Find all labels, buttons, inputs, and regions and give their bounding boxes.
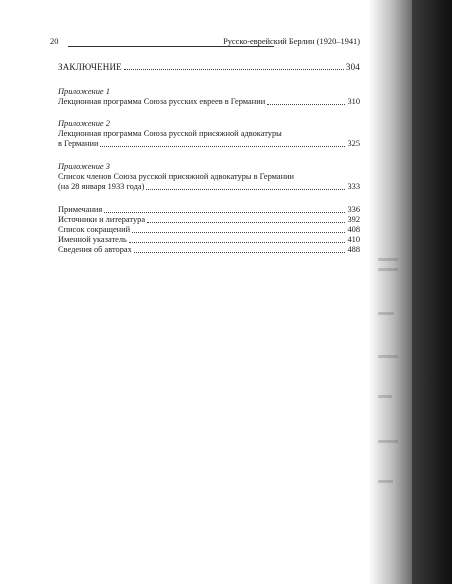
dot-leader — [104, 212, 345, 213]
dot-leader — [124, 69, 344, 70]
dot-leader — [146, 189, 345, 190]
appendix-heading: Приложение 1 — [58, 87, 110, 96]
toc-entry-label: ЗАКЛЮЧЕНИЕ — [58, 62, 122, 72]
toc-entry-page: 410 — [347, 235, 360, 244]
page-number: 20 — [50, 37, 59, 46]
toc-entry-line — [58, 172, 360, 182]
toc-entry-label: Примечания — [58, 205, 103, 214]
toc-entry-conclusion — [58, 62, 360, 72]
dot-leader — [134, 252, 346, 253]
bleed-through-mark — [378, 258, 398, 261]
toc-entry-label: Именной указатель — [58, 235, 127, 244]
toc-entry — [58, 139, 360, 149]
toc-entry-abbreviations — [58, 225, 360, 235]
toc-appendix-1 — [58, 87, 360, 107]
toc-appendix-2 — [58, 119, 360, 149]
dot-leader — [267, 104, 345, 105]
header-rule — [68, 46, 274, 47]
toc-entry-page: 336 — [347, 205, 360, 214]
appendix-heading: Приложение 3 — [58, 162, 110, 171]
toc-entry-page: 333 — [347, 182, 360, 191]
toc-entry-page: 310 — [347, 97, 360, 106]
toc-entry-label: Источники и литература — [58, 215, 146, 224]
toc-entry-page: 408 — [347, 225, 360, 234]
toc-entry-line — [58, 129, 360, 139]
dot-leader — [129, 242, 346, 243]
bleed-through-mark — [378, 440, 398, 443]
toc-entry-page: 488 — [347, 245, 360, 254]
toc-entry — [58, 182, 360, 192]
dot-leader — [147, 222, 345, 223]
bleed-through-mark — [378, 395, 392, 398]
toc-entry-sources — [58, 215, 360, 225]
toc-entry-label: Лекционная программа Союза русских евреев в Германии — [58, 97, 266, 106]
toc-entry-notes — [58, 205, 360, 215]
toc-entry-name-index — [58, 235, 360, 245]
toc-entry-label: Сведения об авторах — [58, 245, 132, 254]
appendix-heading: Приложение 2 — [58, 119, 110, 128]
toc-entry-label: Список членов Союза русской присяжной адвокатуры в Германии — [58, 172, 295, 181]
toc-entry-label: Лекционная программа Союза русской присяжной адвокатуры — [58, 129, 282, 138]
running-title: Русско-еврейский Берлин (1920–1941) — [223, 37, 360, 46]
bleed-through-mark — [378, 480, 393, 483]
toc-entry-label-continued: (на 28 января 1933 года) — [58, 182, 145, 191]
dot-leader — [100, 146, 345, 147]
toc-entry-label: Список сокращений — [58, 225, 131, 234]
toc-entry-page: 325 — [347, 139, 360, 148]
toc-appendix-3 — [58, 162, 360, 192]
toc-entry-label-continued: в Германии — [58, 139, 99, 148]
toc-entry-page: 304 — [345, 62, 360, 72]
bleed-through-mark — [378, 355, 398, 358]
toc-entry-page: 392 — [347, 215, 360, 224]
dot-leader — [132, 232, 345, 233]
bleed-through-mark — [378, 268, 398, 271]
toc-entry-about-authors — [58, 245, 360, 255]
scan-edge-dark — [412, 0, 452, 584]
toc-back-matter — [58, 205, 360, 255]
toc-entry — [58, 97, 360, 107]
bleed-through-mark — [378, 312, 394, 315]
table-of-contents — [58, 62, 360, 255]
